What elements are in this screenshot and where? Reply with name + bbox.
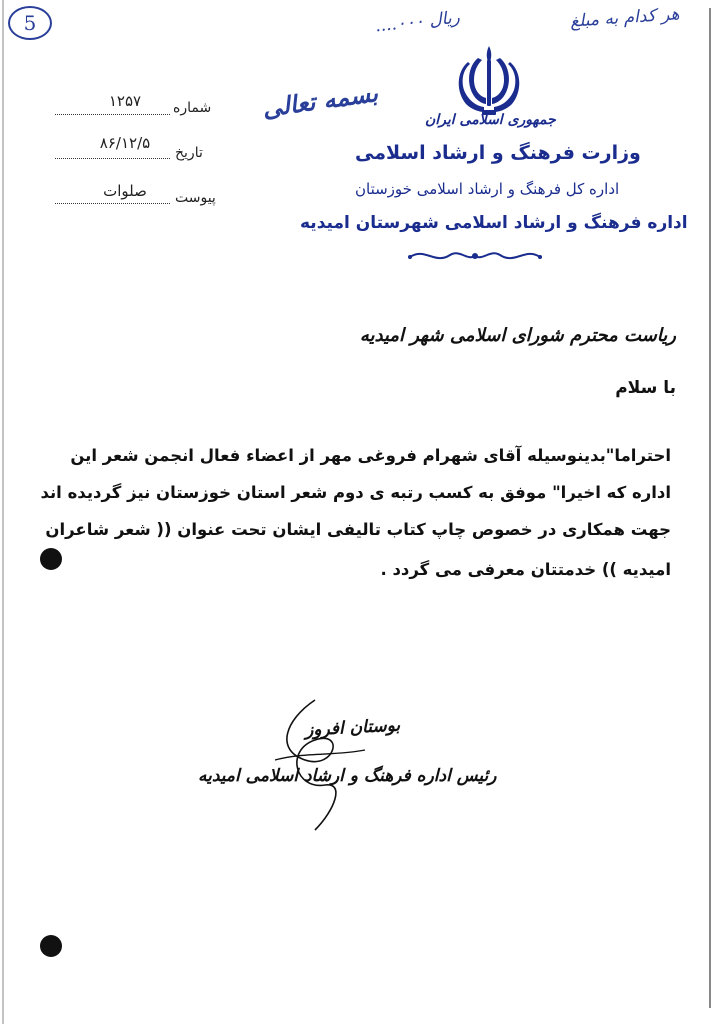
city-office: اداره فرهنگ و ارشاد اسلامی شهرستان امیدیه — [300, 213, 688, 233]
number-label: شماره — [173, 100, 212, 116]
paragraph-line: امیدیه )) خدمتتان معرفی می گردد . — [380, 560, 671, 579]
number-dotted-line — [55, 114, 170, 115]
number-value: ۱۲۵۷ — [108, 92, 142, 110]
date-label: تاریخ — [175, 145, 203, 161]
recipient-line: ریاست محترم شورای اسلامی شهر امیدیه — [359, 325, 676, 346]
republic-name: جمهوری اسلامی ایران — [425, 112, 556, 128]
greeting-line: با سلام — [615, 378, 676, 398]
ornament-divider-icon — [405, 245, 545, 267]
paragraph-line: احتراما"بدینوسیله آقای شهرام فروغی مهر از اعضاء فعال انجمن شعر این — [70, 446, 671, 465]
paragraph-line: جهت همکاری در خصوص چاپ کتاب تالیفی ایشان تحت عنوان (( شعر شاعران — [45, 520, 671, 539]
bismillah-heading: بسمه تعالی — [260, 78, 380, 123]
paragraph-line: اداره که اخیرا" موفق به کسب رتبه ی دوم شعر استان خوزستان نیز گردیده اند — [40, 483, 671, 502]
iran-emblem-icon — [448, 40, 530, 122]
punch-hole — [40, 935, 62, 957]
province-office: اداره کل فرهنگ و ارشاد اسلامی خوزستان — [355, 180, 620, 198]
attachment-dotted-line — [55, 203, 170, 204]
scan-edge-right — [709, 8, 711, 1008]
scan-edge-left — [2, 0, 4, 1024]
date-value: ۸۶/۱۲/۵ — [99, 134, 151, 152]
handwritten-signature-icon — [255, 690, 375, 840]
attachment-value: صلوات — [103, 182, 147, 200]
handwritten-note-rial: ....۰۰۰ ریال — [374, 7, 461, 37]
handwritten-note-amount: هر کدام به مبلغ — [569, 4, 681, 32]
page-number-circle: 5 — [8, 6, 52, 40]
date-dotted-line — [55, 158, 170, 159]
attachment-label: پیوست — [175, 190, 216, 206]
punch-hole — [40, 548, 62, 570]
signer-name: بوستان افروز — [304, 715, 401, 741]
signer-title: رئیس اداره فرهنگ و ارشاد اسلامی امیدیه — [198, 766, 497, 786]
ministry-title: وزارت فرهنگ و ارشاد اسلامی — [355, 142, 641, 164]
